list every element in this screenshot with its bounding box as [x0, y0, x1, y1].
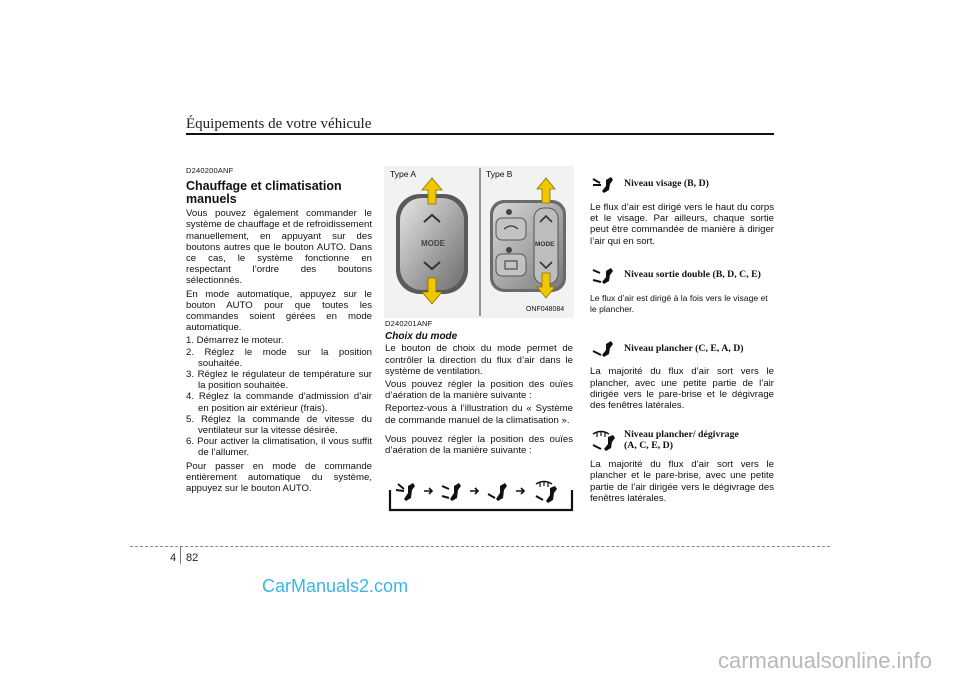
mode-section-floor-defrost: [590, 425, 774, 455]
mode-description: La majorité du flux d’air sort vers le plancher, avec une petite partie de l’air dirigée vers le pare-brise et le dégivrage des fenêtres latérales.: [590, 366, 774, 412]
floor-vent-icon: [590, 339, 618, 357]
figure-reference: ONF048084: [526, 306, 565, 313]
bi-level-vent-icon: [442, 483, 461, 501]
paragraph: Le bouton de choix du mode permet de contrôler la direction du flux d’air dans le système de ventilation.: [385, 343, 573, 377]
face-vent-icon: [590, 175, 618, 193]
mode-description: Le flux d’air est dirigé vers le haut du corps et le visage. Par ailleurs, chaque sortie peut être commandée de manière à diriger l’air qui en sort.: [590, 202, 774, 247]
section-heading: Chauffage et climatisation manuels: [186, 179, 342, 206]
bi-level-vent-icon: [590, 266, 618, 284]
chapter-number: 4: [170, 552, 177, 564]
mode-title: Niveau plancher/ dégivrage: [624, 429, 739, 441]
list-item: 1. Démarrez le moteur.: [186, 335, 284, 347]
left-column: [186, 165, 372, 496]
page-header-title: Équipements de votre véhicule: [186, 116, 372, 132]
floor-vent-icon: [488, 483, 507, 501]
section-code: D240201ANF: [385, 319, 433, 328]
type-a-label: Type A: [390, 169, 416, 179]
list-item: 2. Réglez le mode sur la position souhaitée.: [186, 346, 372, 369]
mode-section-face: [590, 170, 774, 198]
list-item: 3. Réglez le régulateur de température sur la position souhaitée.: [186, 369, 372, 392]
footer-separator: [180, 546, 181, 564]
mode-title: Niveau sortie double (B, D, C, E): [624, 269, 761, 281]
watermark-carmanuals2[interactable]: CarManuals2.com: [262, 576, 409, 596]
footer-rule: [130, 546, 830, 547]
floor-defrost-vent-icon: [590, 429, 618, 451]
mode-description: Le flux d’air est dirigé à la fois vers le visage et le plancher.: [590, 292, 768, 314]
mode-section-bi-level: [590, 261, 774, 289]
face-vent-icon: [396, 483, 415, 501]
list-item: 6. Pour activer la climatisation, il vous suffit de l’allumer.: [186, 436, 372, 459]
mode-sequence: [388, 478, 574, 514]
list-item: 4. Réglez la commande d’admission d’air en position air extérieur (frais).: [186, 391, 372, 414]
middle-column: [385, 318, 573, 458]
auto-mode-paragraph: En mode automatique, appuyez sur le bouton AUTO pour que toutes les commandes soient gérées en mode automatique.: [186, 288, 372, 334]
outro-paragraph: Pour passer en mode de commande entièrement automatique du système, appuyez sur le bouton AUTO.: [186, 460, 372, 495]
paragraph: Vous pouvez régler la position des ouïes d’aération de la manière suivante :: [385, 433, 573, 457]
section-code: D240200ANF: [186, 166, 234, 175]
list-item: 5. Réglez la commande de vitesse du ventilateur sur la vitesse désirée.: [186, 413, 372, 437]
floor-defrost-vent-icon: [536, 482, 557, 504]
right-column: [590, 170, 774, 506]
subsection-heading: Choix du mode: [385, 331, 458, 343]
page-number: 82: [186, 552, 199, 564]
paragraph: Vous pouvez régler la position des ouïes d’aération de la manière suivante :: [385, 379, 573, 402]
watermark-carmanualsonline[interactable]: carmanualsonline.info: [718, 648, 933, 673]
header-rule: [186, 133, 774, 135]
mode-title-group: [624, 429, 739, 451]
mode-title-line2: (A, C, E, D): [624, 440, 673, 452]
mode-title: Niveau visage (B, D): [624, 178, 709, 190]
steps-list: [186, 335, 372, 458]
mode-title: Niveau plancher (C, E, A, D): [624, 342, 744, 354]
mode-sequence-graphic: [388, 478, 574, 514]
type-a-mode-text: MODE: [421, 239, 445, 248]
mode-button-figure: [384, 166, 574, 318]
type-b-label: Type B: [486, 169, 513, 179]
mode-description: La majorité du flux d’air sort vers le plancher et le pare-brise, avec une petite partie de l’air dirigée vers le dégivrage des fenêtres latérales.: [590, 459, 774, 504]
type-b-mode-text: MODE: [535, 241, 555, 248]
paragraph: Reportez-vous à l’illustration du « Système de commande manuel de la climatisation ».: [385, 403, 573, 426]
mode-section-floor: [590, 334, 774, 362]
intro-paragraph: Vous pouvez également commander le système de chauffage et de refroidissement manuellement, en appuyant sur des boutons autres que le bouton AUTO. Dans ce cas, le système fonctionne en respectant l’ordre des boutons sélectionnés.: [186, 208, 372, 287]
